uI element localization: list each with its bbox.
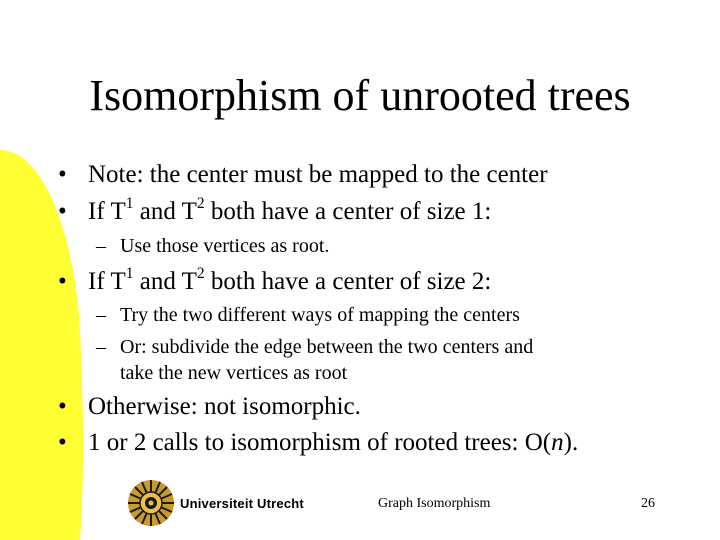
university-seal-icon (126, 478, 176, 528)
bullet-note (58, 160, 548, 190)
sub-bullet-try-mappings: – Try the two different ways of mapping the centers (96, 304, 520, 326)
bullet-center-size-1: • If $T^1$ and $T^2$ both have a center of size 1: (58, 195, 492, 225)
bullet-text: Note: the center must be mapped to the center (88, 161, 548, 188)
bullet-dot: • (58, 429, 67, 456)
bullet-calls: • 1 or 2 calls to isomorphism of rooted trees: O(n). (58, 429, 579, 456)
sub-bullet-use-root: – Use those vertices as root. (96, 235, 330, 257)
page-number: 26 (641, 496, 655, 511)
bullet-dot: • (58, 198, 67, 225)
bullet-dot: • (58, 268, 67, 295)
sub-bullet-subdivide: – Or: subdivide the edge between the two centers and take the new vertices as root (96, 336, 534, 384)
dash: – (96, 336, 106, 358)
slide-title: Isomorphism of unrooted trees (89, 71, 631, 120)
bullet-otherwise: • Otherwise: not isomorphic. (58, 393, 361, 420)
dash: – (96, 235, 106, 257)
bullet-dot: • (58, 393, 67, 420)
footer-title: Graph Isomorphism (378, 496, 491, 511)
dash: – (96, 304, 106, 326)
bullet-center-size-2: • If $T^1$ and $T^2$ both have a center of size 2: (58, 265, 492, 295)
bullet-dot: • (58, 161, 67, 188)
university-logo-text: Universiteit Utrecht (180, 496, 304, 511)
